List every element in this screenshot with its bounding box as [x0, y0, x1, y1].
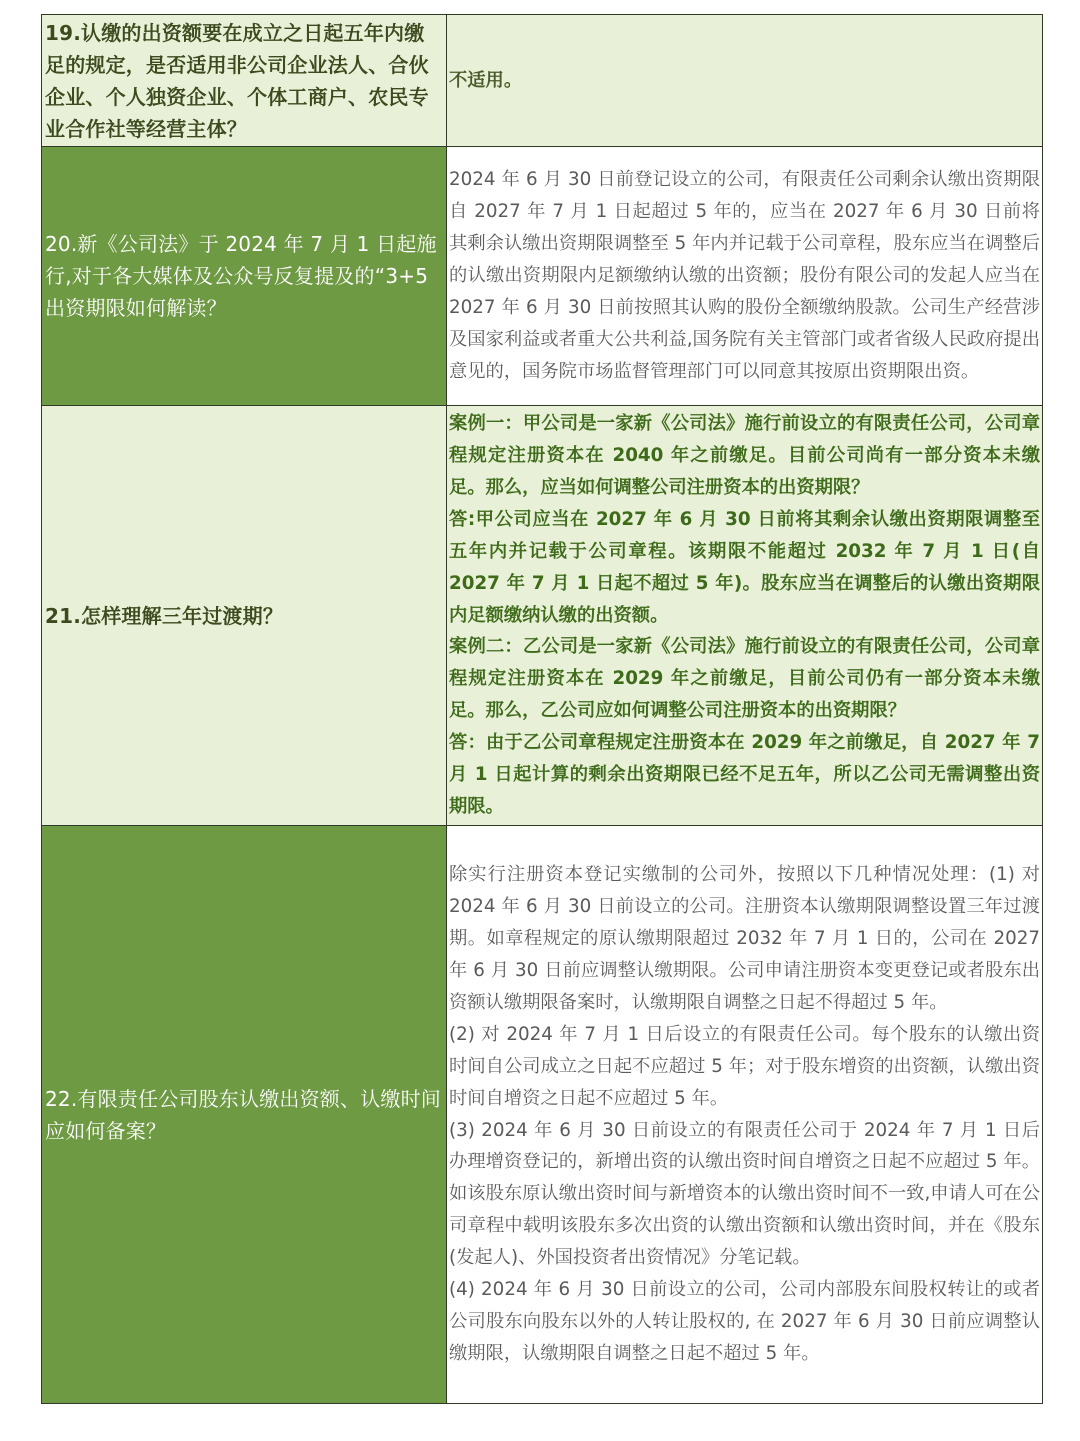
answer-22-item-2: (2) 对 2024 年 7 月 1 日后设立的有限责任公司。每个股东的认缴出资时间自公司成立之日起不应超过 5 年；对于股东增资的出资额，认缴出资时间自增资之日起不应超过 5 年。 — [449, 1023, 1040, 1109]
faq-table — [41, 14, 1043, 1404]
answer-22-item-4: (4) 2024 年 6 月 30 日前设立的公司，公司内部股东间股权转让的或者公司股东向股东以外的人转让股权的, 在 2027 年 6 月 30 日前应调整认缴期限，认缴期限自调整之日起不超过 5 年。 — [449, 1279, 1040, 1364]
question-19 — [42, 15, 447, 147]
question-22 — [42, 826, 447, 1404]
answer-22 — [447, 826, 1043, 1404]
answer-21-reply-2: 答：由于乙公司章程规定注册资本在 2029 年之前缴足，自 2027 年 7 月 1 日起计算的剩余出资期限已经不足五年，所以乙公司无需调整出资期限。 — [449, 732, 1040, 817]
faq-row-22 — [42, 826, 1043, 1404]
question-20-text: 20.新《公司法》于 2024 年 7 月 1 日起施行,对于各大媒体及公众号反复提及的“3+5 出资期限如何解读？ — [45, 232, 437, 320]
question-22-text: 22.有限责任公司股东认缴出资额、认缴时间应如何备案？ — [45, 1086, 442, 1143]
faq-row-21 — [42, 406, 1043, 826]
answer-21-case-1: 案例一：甲公司是一家新《公司法》施行前设立的有限责任公司，公司章程规定注册资本在 2040 年之前缴足。目前公司尚有一部分资本未缴足。那么，应当如何调整公司注册资本的出资期限？ — [449, 413, 1040, 498]
answer-21 — [447, 406, 1043, 826]
question-20 — [42, 147, 447, 406]
question-21-text: 21.怎样理解三年过渡期？ — [45, 603, 284, 628]
answer-19 — [447, 15, 1043, 147]
answer-19-text: 不适用。 — [449, 69, 523, 91]
answer-20-text: 2024 年 6 月 30 日前登记设立的公司，有限责任公司剩余认缴出资期限自 2027 年 7 月 1 日起超过 5 年的，应当在 2027 年 6 月 30 日前将其剩余认缴出资期限调整至 5 年内并记载于公司章程，股东应当在调整后的认缴出资期限内足额缴纳认缴的出资额；股份有限公司的发起人应当在 2027 年 6 月 30 日前按照其认购的股份全额缴纳股款。公司生产经营涉及国家利益或者重大公共利益,国务院有关主管部门或者省级人民政府提出意见的，国务院市场监督管理部门可以同意其按原出资期限出资。 — [449, 169, 1040, 382]
faq-row-20 — [42, 147, 1043, 406]
answer-20 — [447, 147, 1043, 406]
question-21 — [42, 406, 447, 826]
faq-row-19 — [42, 15, 1043, 147]
answer-21-case-2: 案例二：乙公司是一家新《公司法》施行前设立的有限责任公司，公司章程规定注册资本在 2029 年之前缴足，目前公司仍有一部分资本未缴足。那么，乙公司应如何调整公司注册资本的出资期限？ — [449, 636, 1040, 722]
question-19-text: 19.认缴的出资额要在成立之日起五年内缴足的规定，是否适用非公司企业法人、合伙企业、个人独资企业、个体工商户、农民专业合作社等经营主体？ — [45, 20, 429, 141]
answer-22-item-1: 除实行注册资本登记实缴制的公司外，按照以下几种情况处理：(1) 对 2024 年 6 月 30 日前设立的公司。注册资本认缴期限调整设置三年过渡期。如章程规定的原认缴期限超过 2032 年 7 月 1 日的，公司在 2027 年 6 月 30 日前应调整认缴期限。公司申请注册资本变更登记或者股东出资额认缴期限备案时，认缴期限自调整之日起不得超过 5 年。 — [449, 864, 1040, 1013]
answer-22-item-3: (3) 2024 年 6 月 30 日前设立的有限责任公司于 2024 年 7 月 1 日后办理增资登记的，新增出资的认缴出资时间自增资之日起不应超过 5 年。如该股东原认缴出资时间与新增资本的认缴出资时间不一致,申请人可在公司章程中载明该股东多次出资的认缴出资额和认缴出资时间，并在《股东(发起人)、外国投资者出资情况》分笔记载。 — [449, 1119, 1040, 1269]
answer-21-reply-1: 答:甲公司应当在 2027 年 6 月 30 日前将其剩余认缴出资期限调整至五年内并记载于公司章程。该期限不能超过 2032 年 7 月 1 日(自 2027 年 7 月 1 日起不超过 5 年)。股东应当在调整后的认缴出资期限内足额缴纳认缴的出资额。 — [449, 508, 1040, 626]
